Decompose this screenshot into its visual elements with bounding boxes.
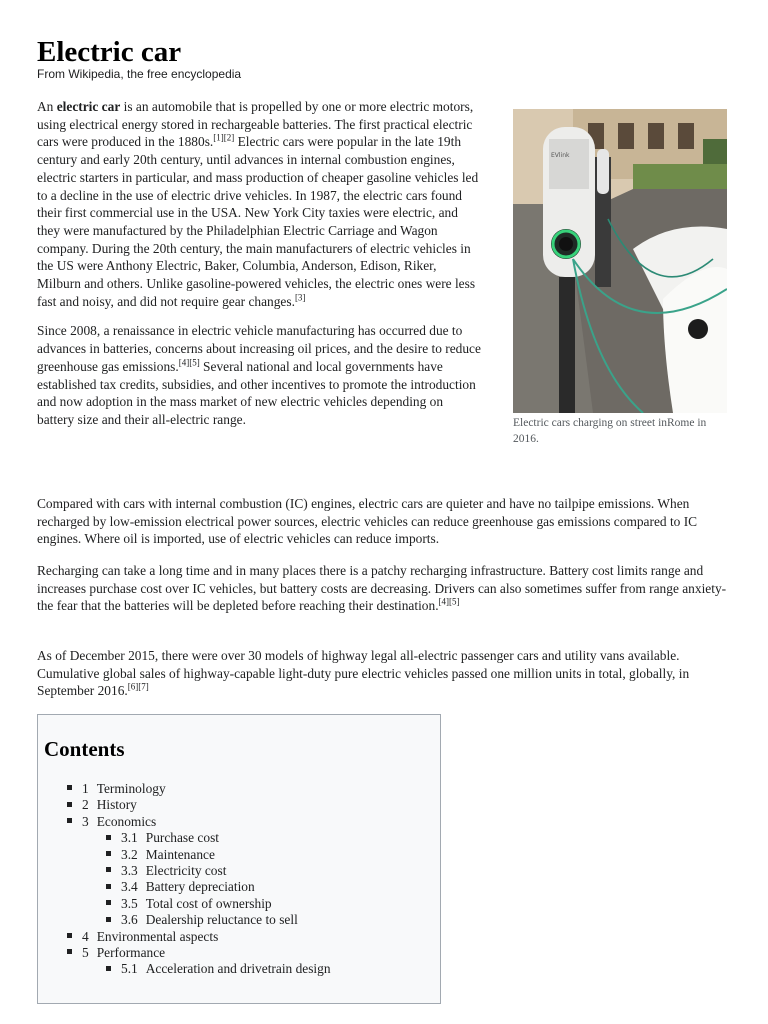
toc-number: 3.5 (121, 895, 138, 911)
toc-item-5-1[interactable] (106, 961, 331, 977)
toc-item-3[interactable] (67, 814, 156, 830)
toc-label[interactable]: Acceleration and drivetrain design (145, 961, 331, 977)
bullet-icon (106, 917, 111, 922)
toc-item-3-3[interactable] (106, 863, 226, 879)
paragraph-3-wrap (37, 495, 734, 548)
toc-label[interactable]: Total cost of ownership (145, 895, 272, 911)
bullet-icon (106, 835, 111, 840)
toc-item-3-2[interactable] (106, 847, 215, 863)
paragraph-5-wrap (37, 647, 734, 700)
bullet-icon (106, 900, 111, 905)
reference-link[interactable]: [4][5] (178, 357, 200, 368)
figure-caption: Electric cars charging on street inRome in 2016. (513, 417, 707, 445)
toc-number: 2 (82, 797, 89, 813)
paragraph-2: Since 2008, a renaissance in electric vehicle manufacturing has occurred due to advances in batteries, concerns about increasing oil prices, and the desire to reduce greenhouse gas emissions.[4][5] Several national and local governments have established tax credits, subsidies, and other incentives to promote the introduction and now adoption in the mass market of new electric vehicles depending on battery size and their all-electric range. (37, 323, 481, 427)
paragraph-1: An electric car is an automobile that is propelled by one or more electric motors, using electrical energy stored in rechargeable batteries. The first practical electric cars were produced in the 1880s.[1][2] Electric cars were popular in the late 19th century and early 20th century, until advances in internal combustion engines, electric starters in particular, and mass production of cheaper gasoline vehicles led to a decline in the use of electric drive vehicles. In 1987, the electric cars found their first commercial use in the USA. New York City taxies were electric, and they were manufactured by the Philadelphian Electric Carriage and Wagon company. During the 20th century, the main manufacturers of electric vehicles in the US were Anthony Electric, Baker, Columbia, Anderson, Edison, Riker, Milburn and others. Unlike gasoline-powered vehicles, the electric ones were less fast and noisy, and did not require gear changes.[3] (37, 99, 479, 309)
toc-item-2[interactable] (67, 797, 137, 813)
bullet-icon (106, 966, 111, 971)
toc-item-3-4[interactable] (106, 879, 255, 895)
toc-label[interactable]: Dealership reluctance to sell (145, 912, 298, 928)
paragraph-4: Recharging can take a long time and in many places there is a patchy recharging infrastructure. Battery cost limits range and increases purchase cost over IC vehicles, but battery costs are decreasing. Drivers can also sometimes suffer from range anxiety- the fear that the batteries will be depleted before reaching their destination.[4][5] (37, 563, 727, 614)
toc-number: 4 (82, 928, 89, 944)
page-title: Electric car (37, 36, 182, 68)
page-subtitle: From Wikipedia, the free encyclopedia (37, 67, 242, 81)
toc-title: Contents (44, 737, 125, 761)
bullet-icon (67, 933, 72, 938)
intro-column (37, 98, 482, 429)
figure-thumbnail (513, 109, 727, 447)
bullet-icon (67, 785, 72, 790)
toc-label[interactable]: Maintenance (145, 846, 215, 862)
reference-link[interactable]: [4][5] (438, 596, 460, 607)
toc-number: 1 (82, 781, 89, 796)
bold-term: electric car (56, 99, 121, 114)
bullet-icon (67, 949, 72, 954)
toc-label[interactable]: Performance (96, 945, 166, 960)
bullet-icon (67, 802, 72, 807)
toc-number: 3 (82, 813, 89, 829)
reference-link[interactable]: [1][2] (213, 132, 235, 143)
toc-number: 3.3 (121, 863, 138, 878)
toc-label[interactable]: Environmental aspects (96, 928, 219, 944)
toc-number: 3.4 (121, 879, 138, 895)
charging-station-photo[interactable] (513, 109, 727, 413)
svg-text:EVlink: EVlink (551, 152, 570, 159)
paragraph-3: Compared with cars with internal combustion (IC) engines, electric cars are quieter and have no tailpipe emissions. When recharged by low-emission electrical power sources, electric vehicles can reduce greenhouse gas emissions compared to IC engines. Where oil is imported, use of electric vehicles can reduce imports. (37, 496, 698, 547)
toc-item-5[interactable] (67, 945, 165, 961)
paragraph-5: As of December 2015, there were over 30 models of highway legal all-electric passenger cars and utility vans available. Cumulative global sales of highway-capable light-duty pure electric vehicles passed one million units in total, globally, in September 2016.[6][7] (37, 648, 690, 699)
toc-item-1[interactable] (67, 781, 166, 797)
toc-number: 3.1 (121, 830, 138, 846)
toc-label[interactable]: Battery depreciation (145, 879, 255, 895)
toc-number: 5.1 (121, 961, 138, 977)
toc-number: 5 (82, 945, 89, 960)
toc-item-3-5[interactable] (106, 896, 272, 912)
bullet-icon (106, 884, 111, 889)
toc-item-3-1[interactable] (106, 830, 219, 846)
bullet-icon (67, 818, 72, 823)
toc-label[interactable]: Purchase cost (145, 830, 220, 846)
reference-link[interactable]: [6][7] (127, 681, 149, 692)
toc-item-4[interactable] (67, 929, 218, 945)
toc-item-3-6[interactable] (106, 912, 298, 928)
bullet-icon (106, 867, 111, 872)
toc-number: 3.6 (121, 912, 138, 928)
toc-label[interactable]: Economics (96, 813, 157, 829)
bullet-icon (106, 851, 111, 856)
paragraph-4-wrap (37, 562, 734, 615)
toc-label[interactable]: Electricity cost (145, 863, 227, 878)
toc-number: 3.2 (121, 846, 138, 862)
toc-label[interactable]: History (96, 797, 137, 813)
reference-link[interactable]: [3] (294, 292, 306, 303)
toc-label[interactable]: Terminology (96, 781, 166, 796)
